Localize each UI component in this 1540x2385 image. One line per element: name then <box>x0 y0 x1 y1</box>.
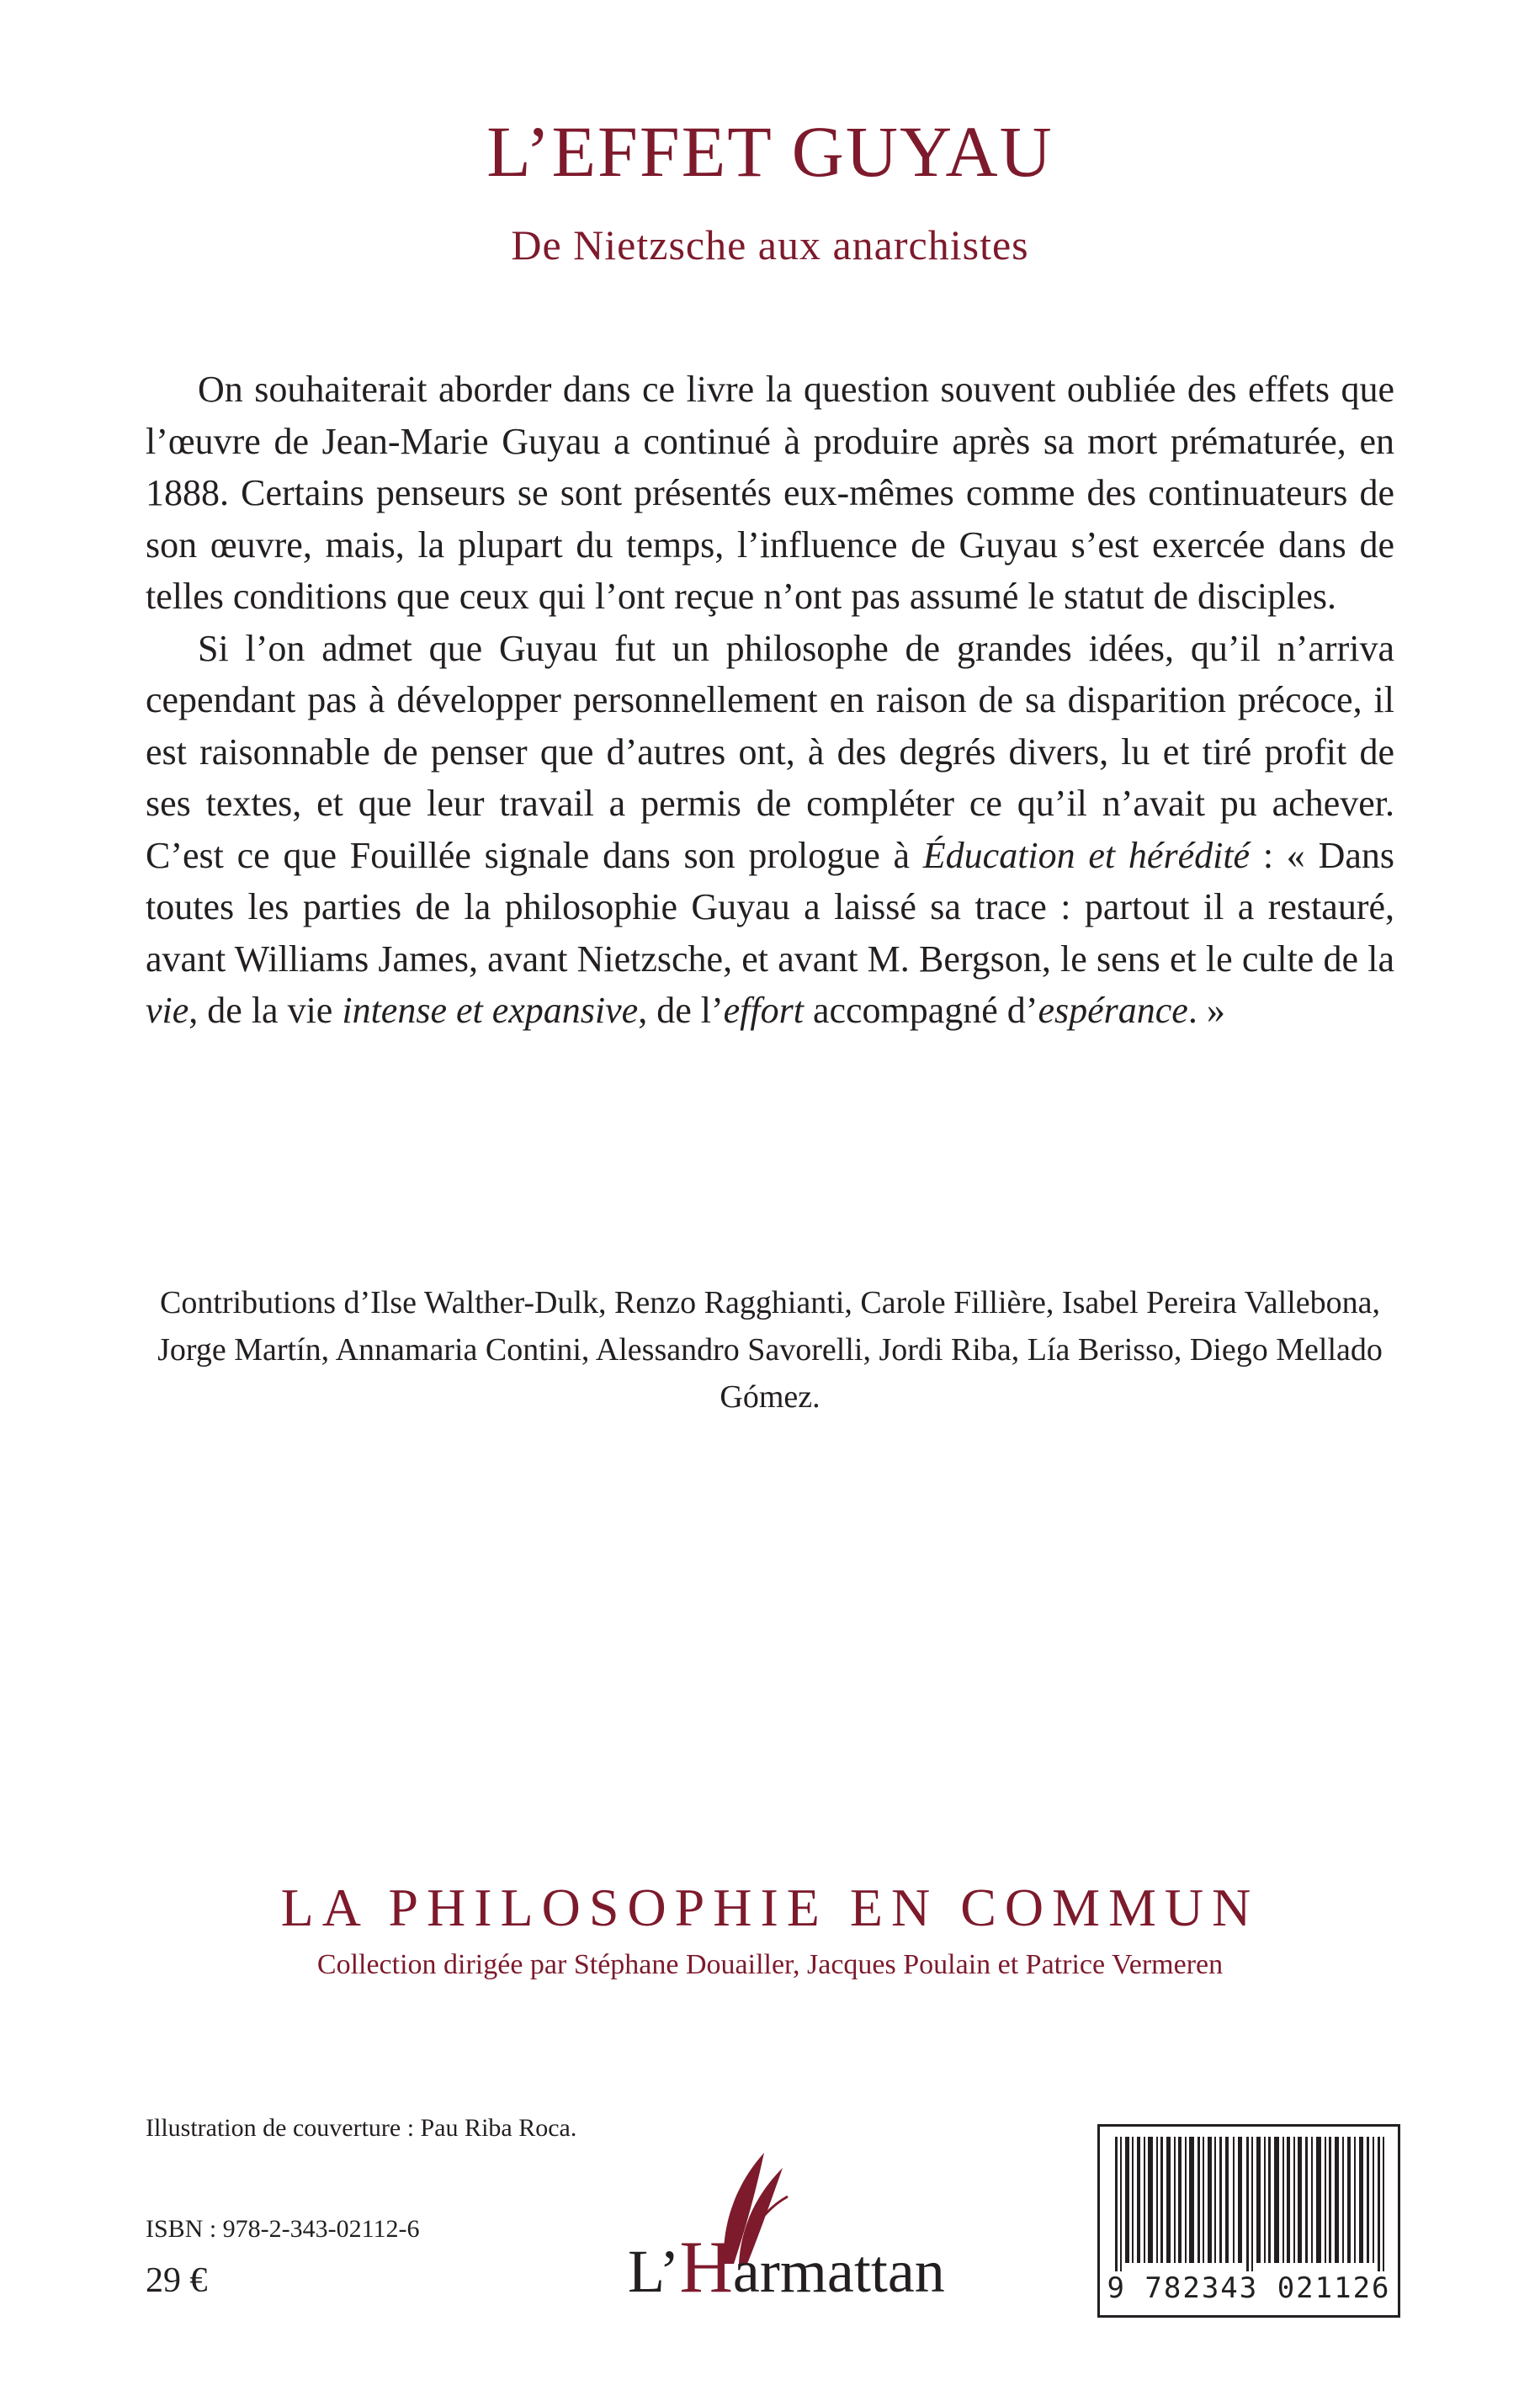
isbn-barcode <box>1097 2124 1400 2318</box>
series-name: LA PHILOSOPHIE EN COMMUN <box>280 1878 1260 1937</box>
paragraph-2-text: , de l’ <box>638 990 724 1031</box>
cited-book-title: Éducation et hérédité <box>922 834 1251 876</box>
publisher-rest: armattan <box>732 2238 945 2305</box>
emphasis-effort: effort <box>723 990 804 1031</box>
barcode-bars <box>1112 2137 1388 2271</box>
blurb-paragraph-1: On souhaiterait aborder dans ce livre la question souvent oubliée des effets que l’œuvre de Jean-Marie Guyau a continué à produire après sa mort prématurée, en 1888. Certains penseurs se sont présentés eux-mêmes comme des continuateurs de son œuvre, mais, la plupart du temps, l’influence de Guyau s’est exercée dans de telles conditions que ceux qui l’ont reçue n’ont pas assumé le statut de disciples. <box>146 369 1394 617</box>
paragraph-2-text: . » <box>1187 990 1225 1031</box>
emphasis-vie: vie <box>146 990 189 1031</box>
book-title: L’EFFET GUYAU <box>486 111 1054 192</box>
blurb-paragraph-2 <box>146 623 1394 1037</box>
paragraph-2-text: , de la vie <box>189 990 343 1031</box>
publisher-logo <box>623 2138 945 2308</box>
barcode-digits: 9 782343 021126 <box>1107 2271 1391 2305</box>
publisher-capital: H <box>679 2227 733 2308</box>
series-directors: Collection dirigée par Stéphane Douailler, Jacques Poulain et Patrice Vermeren <box>316 1949 1224 1980</box>
price: 29 € <box>146 2261 208 2300</box>
contributors: Contributions d’Ilse Walther-Dulk, Renzo Ragghianti, Carole Fillière, Isabel Pereira Vallebona, Jorge Martín, Annamaria Contini, Alessandro Savorelli, Jordi Riba, Lía Berisso, Diego Mellado Gómez. <box>157 1285 1383 1415</box>
emphasis-intense: intense et expansive <box>342 990 639 1031</box>
publisher-name <box>628 2225 945 2310</box>
isbn: ISBN : 978-2-343-02112-6 <box>146 2215 420 2243</box>
book-subtitle: De Nietzsche aux anarchistes <box>511 221 1029 268</box>
back-cover-blurb <box>146 364 1394 1037</box>
emphasis-esperance: espérance <box>1038 990 1188 1031</box>
publisher-prefix: L’ <box>628 2238 680 2305</box>
paragraph-2-text: Si l’on admet que Guyau fut un philosophe de grandes idées, qu’il n’arriva cependant pas à développer personnellement en raison de sa disparition précoce, il est raisonnable de penser que d’autres ont, à des degrés divers, lu et tiré profit de ses textes, et que leur travail a permis de compléter ce qu’il n’avait pu achever. C’est ce que Fouillée signale dans son prologue à <box>146 627 1394 876</box>
paragraph-2-text: : « Dans toutes les parties de la philosophie Guyau a laissé sa trace : partout il a restauré, avant Williams James, avant Nietzsche, et avant M. Bergson, le sens et le culte de la <box>146 834 1394 980</box>
paragraph-2-text: accompagné d’ <box>803 990 1038 1031</box>
illustration-credit: Illustration de couverture : Pau Riba Roca. <box>146 2114 577 2142</box>
